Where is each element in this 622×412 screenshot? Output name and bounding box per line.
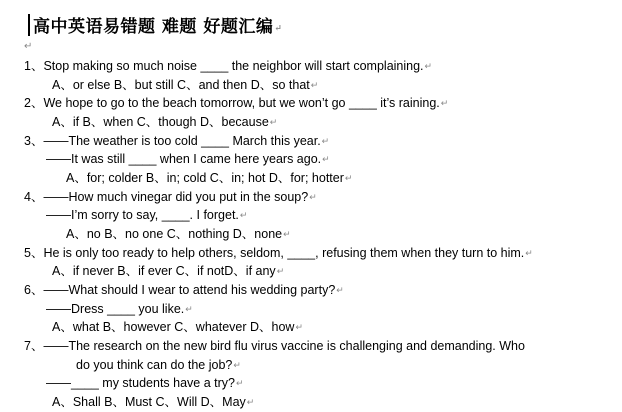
- question-1-stem: 1、Stop making so much noise ____ the neighbor will start complaining.↵: [24, 59, 433, 73]
- paragraph-mark-icon: ↵: [246, 397, 255, 407]
- document-title: [33, 12, 282, 37]
- question-2-stem: 2、We hope to go to the beach tomorrow, but we won’t go ____ it’s raining.↵: [24, 96, 449, 110]
- paragraph-mark-icon: ↵: [310, 80, 319, 90]
- paragraph-mark-icon: ↵: [525, 248, 533, 258]
- question-6-options: A、what B、however C、whatever D、how↵: [52, 320, 303, 334]
- question-7-reply: ——____ my students have a try?↵: [46, 376, 244, 390]
- paragraph-mark-icon: ↵: [185, 304, 193, 314]
- question-4-reply: ——I’m sorry to say, ____. I forget.↵: [46, 208, 248, 222]
- paragraph-mark-icon: ↵: [24, 41, 33, 52]
- question-2-options: A、if B、when C、though D、because↵: [52, 115, 278, 129]
- question-5-options: A、if never B、if ever C、if notD、if any↵: [52, 264, 285, 278]
- question-7-stem: 7、——The research on the new bird flu virus vaccine is challenging and demanding. Who: [24, 339, 525, 353]
- paragraph-mark-icon: ↵: [269, 117, 278, 127]
- paragraph-mark-icon: ↵: [344, 173, 353, 183]
- question-4-options: A、no B、no one C、nothing D、none↵: [66, 227, 291, 241]
- question-4-stem: 4、——How much vinegar did you put in the soup?↵: [24, 190, 317, 204]
- question-7-options: A、Shall B、Must C、Will D、May↵: [52, 395, 255, 409]
- paragraph-mark-icon: ↵: [322, 154, 330, 164]
- question-3-options: A、for; colder B、in; cold C、in; hot D、for; hotter↵: [66, 171, 353, 185]
- paragraph-mark-icon: ↵: [239, 210, 248, 220]
- question-7-stem-continued: do you think can do the job?↵: [76, 358, 241, 372]
- paragraph-mark-icon: ↵: [235, 378, 244, 388]
- paragraph-mark-icon: ↵: [233, 360, 241, 370]
- text-cursor: [28, 14, 30, 36]
- question-6-reply: ——Dress ____ you like.↵: [46, 302, 193, 316]
- paragraph-mark-icon: ↵: [309, 192, 317, 202]
- document-title-text: 高中英语易错题 难题 好题汇编: [33, 17, 274, 37]
- paragraph-mark-icon: ↵: [440, 98, 449, 108]
- paragraph-mark-icon: ↵: [274, 24, 283, 34]
- paragraph-mark-icon: ↵: [283, 229, 291, 239]
- paragraph-mark-icon: ↵: [295, 322, 303, 332]
- question-5-stem: 5、He is only too ready to help others, seldom, ____, refusing them when they turn to him.↵: [24, 246, 533, 260]
- question-3-stem: 3、——The weather is too cold ____ March this year.↵: [24, 134, 330, 148]
- paragraph-mark-icon: ↵: [276, 266, 285, 276]
- paragraph-mark-icon: ↵: [336, 285, 344, 295]
- paragraph-mark-icon: ↵: [424, 61, 433, 71]
- paragraph-mark-icon: ↵: [321, 136, 330, 146]
- question-3-reply: ——It was still ____ when I came here years ago.↵: [46, 152, 330, 166]
- question-1-options: A、or else B、but still C、and then D、so that↵: [52, 78, 319, 92]
- question-6-stem: 6、——What should I wear to attend his wedding party?↵: [24, 283, 344, 297]
